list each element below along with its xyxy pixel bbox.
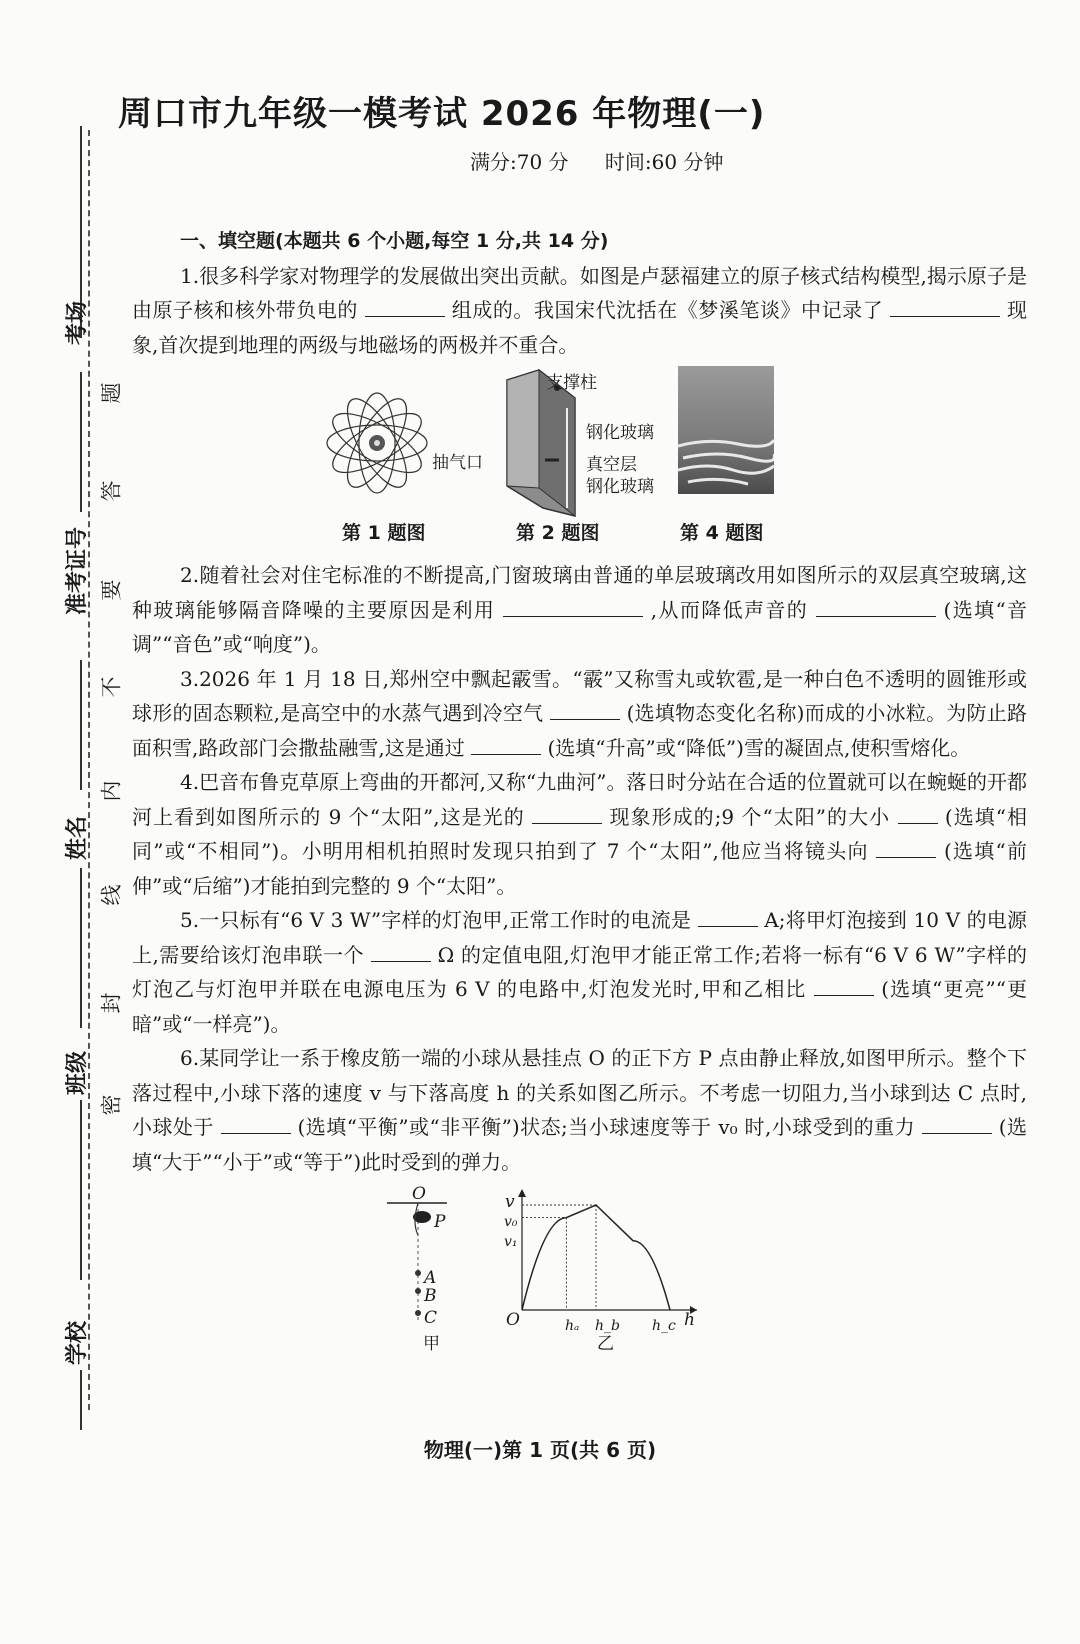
question-1 [132,259,1027,363]
exam-room-label: 考场 [65,300,90,345]
yi-v-label: v [505,1192,515,1212]
exam-meta [470,146,753,175]
answer-blank[interactable] [532,803,602,824]
q5-text-d: (选填“更亮”“更暗”或“一样亮”)。 [132,977,1027,1036]
fig2-outlet-label: 抽气口 [432,453,483,473]
question-4 [132,765,1027,903]
fig2-glass-top-label: 钢化玻璃 [586,423,654,443]
q5-text-a: 5.一只标有“6 V 3 W”字样的灯泡甲,正常工作时的电流是 [180,908,692,932]
q4-text-d: (选填“前伸”或“后缩”)才能拍到完整的 9 个“太阳”。 [132,839,1028,898]
fig2-pillar-label: 支撑柱 [546,373,597,393]
question-3 [132,662,1027,766]
fig2-caption: 第 2 题图 [516,522,600,544]
q5-text-b: A;将甲灯泡接到 10 V 的电源上,需要给该灯泡串联一个 [132,908,1028,967]
answer-blank[interactable] [550,699,620,720]
seal-char: 不 [99,676,124,698]
yi-h-label: h [684,1310,695,1330]
fig1-caption: 第 1 题图 [342,522,426,544]
yi-hb-label: h_b [595,1318,620,1334]
q1-text-b: 组成的。我国宋代沈括在《梦溪笔谈》中记录了 [451,298,884,322]
q2-text-c: (选填“音调”“音色”或“响度”)。 [132,597,1028,656]
q6-text-b: (选填“平衡”或“非平衡”)状态;当小球速度等于 v₀ 时,小球受到的重力 [297,1115,916,1139]
seal-char: 要 [99,579,124,601]
question-5 [132,903,1027,1041]
q4-text-c: (选填“相同”或“不相同”)。小明用相机拍照时发现只拍到了 7 个“太阳”,他应当将镜头向 [132,804,1028,863]
q3-text-b: (选填物态变化名称)而成的小冰粒。为防止路面积雪,路政部门会撒盐融雪,这是通过 [132,701,1028,760]
q6-text-c: (选填“大于”“小于”或“等于”)此时受到的弹力。 [132,1115,1027,1174]
q1-text-a: 1.很多科学家对物理学的发展做出突出贡献。如图是卢瑟福建立的原子核式结构模型,揭示原子是由原子核和核外带负电的 [132,263,1027,322]
seal-char: 密 [99,1094,124,1116]
yi-hc-label: h_c [652,1318,676,1334]
answer-blank[interactable] [876,837,936,858]
figure-row-1 [132,366,1027,556]
name-label: 姓名 [65,815,90,860]
jia-B-label: B [424,1286,437,1306]
answer-blank[interactable] [898,803,938,824]
q4-text-a: 4.巴音布鲁克草原上弯曲的开都河,又称“九曲河”。落日时分站在合适的位置就可以在蜿蜒的开都河上看到如图所示的 9 个“太阳”,这是光的 [132,770,1027,829]
answer-blank[interactable] [816,596,936,617]
jia-C-label: C [424,1308,438,1328]
fig4-caption: 第 4 题图 [680,522,764,544]
margin-rule [80,1370,82,1430]
seal-char: 线 [99,884,124,906]
answer-blank[interactable] [221,1113,291,1134]
q1-text-c: 现象,首次提到地理的两级与地磁场的两极并不重合。 [132,298,1028,357]
jia-P-label: P [434,1212,446,1232]
jia-A-label: A [424,1268,437,1288]
binding-dashed-line [88,130,90,1410]
q2-text-b: ,从而降低声音的 [650,597,809,622]
school-label: 学校 [65,1320,90,1365]
atom-model-figure [322,386,432,501]
q3-text-a: 3.2026 年 1 月 18 日,郑州空中飘起霰雪。“霰”又称雪丸或软雹,是一种白色不透明的圆锥形或球形的固态颗粒,是高空中的水蒸气遇到冷空气 [132,666,1027,725]
river-photo-figure [678,366,774,494]
fig6-yi-caption: 乙 [597,1334,614,1354]
answer-blank[interactable] [890,296,1000,317]
yi-v1-label: v₁ [504,1234,518,1250]
exam-id-label: 准考证号 [65,526,90,615]
seal-char: 答 [99,480,124,502]
y-axis-arrow [518,1189,526,1197]
yi-ha-label: hₐ [565,1318,580,1334]
jia-O-label: O [412,1184,426,1204]
seal-char: 封 [99,992,124,1014]
class-label: 班级 [65,1050,90,1095]
fig2-glass-bottom-label: 钢化玻璃 [586,477,654,497]
q2-text-a: 2.随着社会对住宅标准的不断提高,门窗玻璃由普通的单层玻璃改用如图所示的双层真空玻璃,这种玻璃能够隔音降噪的主要原因是利用 [132,563,1027,622]
answer-blank[interactable] [365,296,445,317]
q4-text-b: 现象形成的;9 个“太阳”的大小 [609,804,891,829]
answer-blank[interactable] [698,906,758,927]
margin-rule [80,868,82,1028]
page-footer: 物理(一)第 1 页(共 6 页) [423,1438,657,1462]
margin-rule [80,372,82,512]
answer-blank[interactable] [503,596,643,617]
question-2 [132,558,1027,662]
section-heading: 一、填空题(本题共 6 个小题,每空 1 分,共 14 分) [180,230,609,252]
answer-blank[interactable] [922,1113,992,1134]
page-title: 周口市九年级一模考试 2026 年物理(一) [118,94,766,134]
full-score: 满分:70 分 [470,150,569,174]
q5-text-c: Ω 的定值电阻,灯泡甲才能正常工作;若将一标有“6 V 6 W”字样的灯泡乙与灯泡甲并联在电源电压为 6 V 的电路中,灯泡发光时,甲和乙相比 [132,942,1028,1001]
question-6 [132,1041,1027,1179]
fig6-jia-caption: 甲 [423,1334,440,1354]
q6-text-a: 6.某同学让一系于橡皮筋一端的小球从悬挂点 O 的正下方 P 点由静止释放,如图甲所示。整个下落过程中,小球下落的速度 v 与下落高度 h 的关系如图乙所示。不考虑一切阻力,当小球到达 C 点时,小球处于 [132,1046,1027,1139]
yi-v0-label: v₀ [504,1214,518,1230]
q3-text-c: (选填“升高”或“降低”)雪的凝固点,使积雪熔化。 [547,735,971,760]
margin-rule [80,1100,82,1280]
answer-blank[interactable] [371,941,431,962]
answer-blank[interactable] [814,975,874,996]
seal-char: 题 [99,382,124,404]
exam-content [132,224,1027,1355]
margin-rule [80,660,82,790]
figure-row-2 [132,1185,1027,1355]
yi-O-label: O [506,1310,520,1330]
fig2-vacuum-label: 真空层 [586,455,637,475]
time-limit: 时间:60 分钟 [604,150,724,174]
binding-margin [0,0,124,1644]
answer-blank[interactable] [471,734,541,755]
seal-char: 内 [99,780,124,802]
